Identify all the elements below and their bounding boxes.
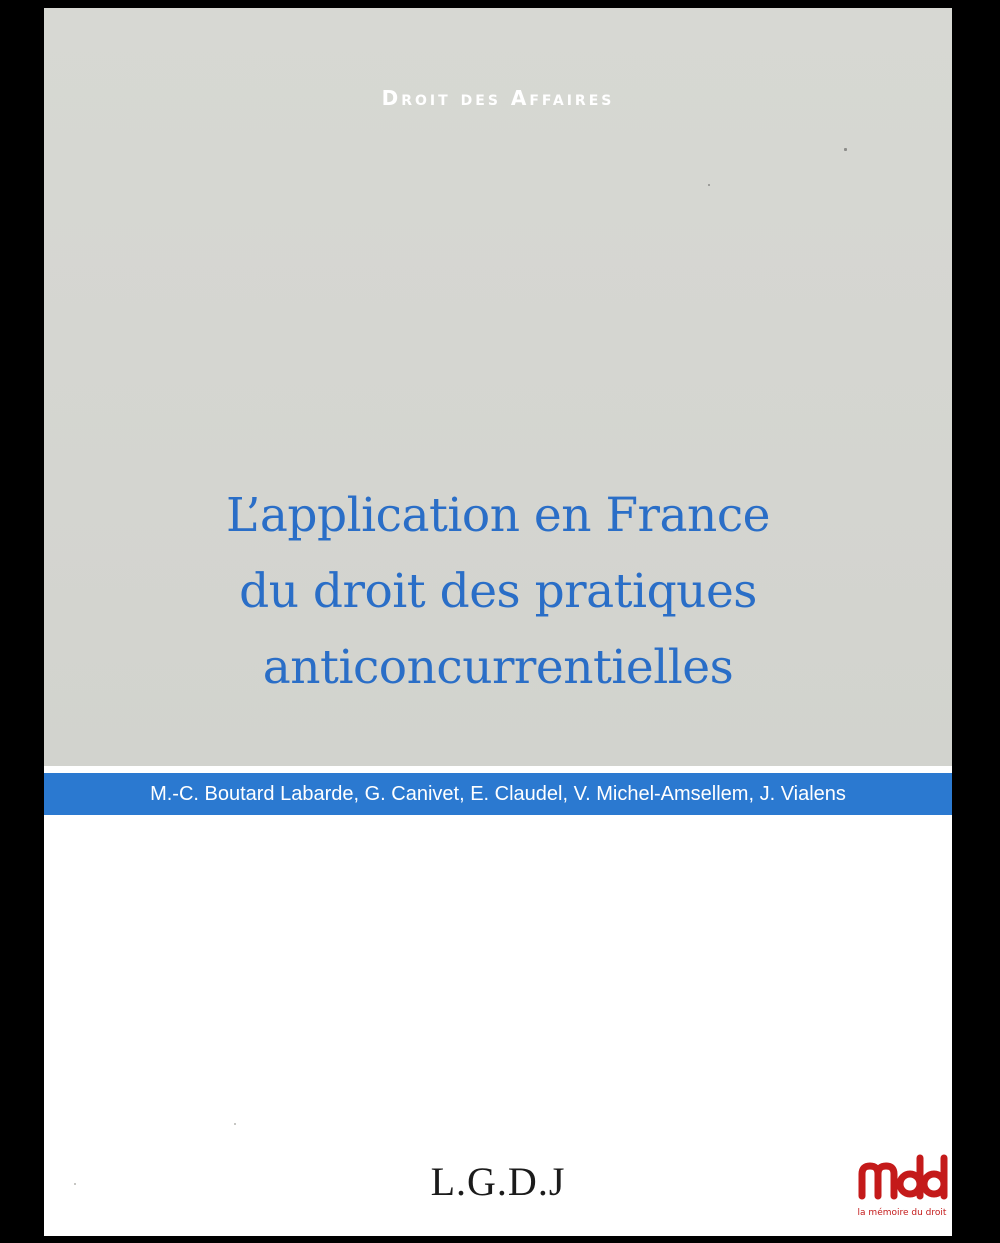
stamp-tagline: la mémoire du droit xyxy=(857,1208,947,1218)
cover-speck xyxy=(234,1123,236,1125)
title-line-1: L’application en France xyxy=(226,488,770,543)
title-line-3: anticoncurrentielles xyxy=(262,640,734,695)
authors-band xyxy=(44,773,952,815)
book-cover xyxy=(44,8,952,1236)
publisher-logo: L.G.D.J xyxy=(430,1159,566,1204)
mdd-logo-icon xyxy=(856,1152,948,1202)
mdd-stamp xyxy=(852,1146,952,1236)
authors-list: M.-C. Boutard Labarde, G. Canivet, E. Claudel, V. Michel-Amsellem, J. Vialens xyxy=(150,783,846,805)
cover-grey-panel xyxy=(44,8,952,766)
book-title xyxy=(44,478,952,706)
cover-speck xyxy=(708,184,710,186)
title-line-2: du droit des pratiques xyxy=(239,564,757,619)
cover-speck xyxy=(844,148,847,151)
series-name: Droit des Affaires xyxy=(381,86,615,110)
